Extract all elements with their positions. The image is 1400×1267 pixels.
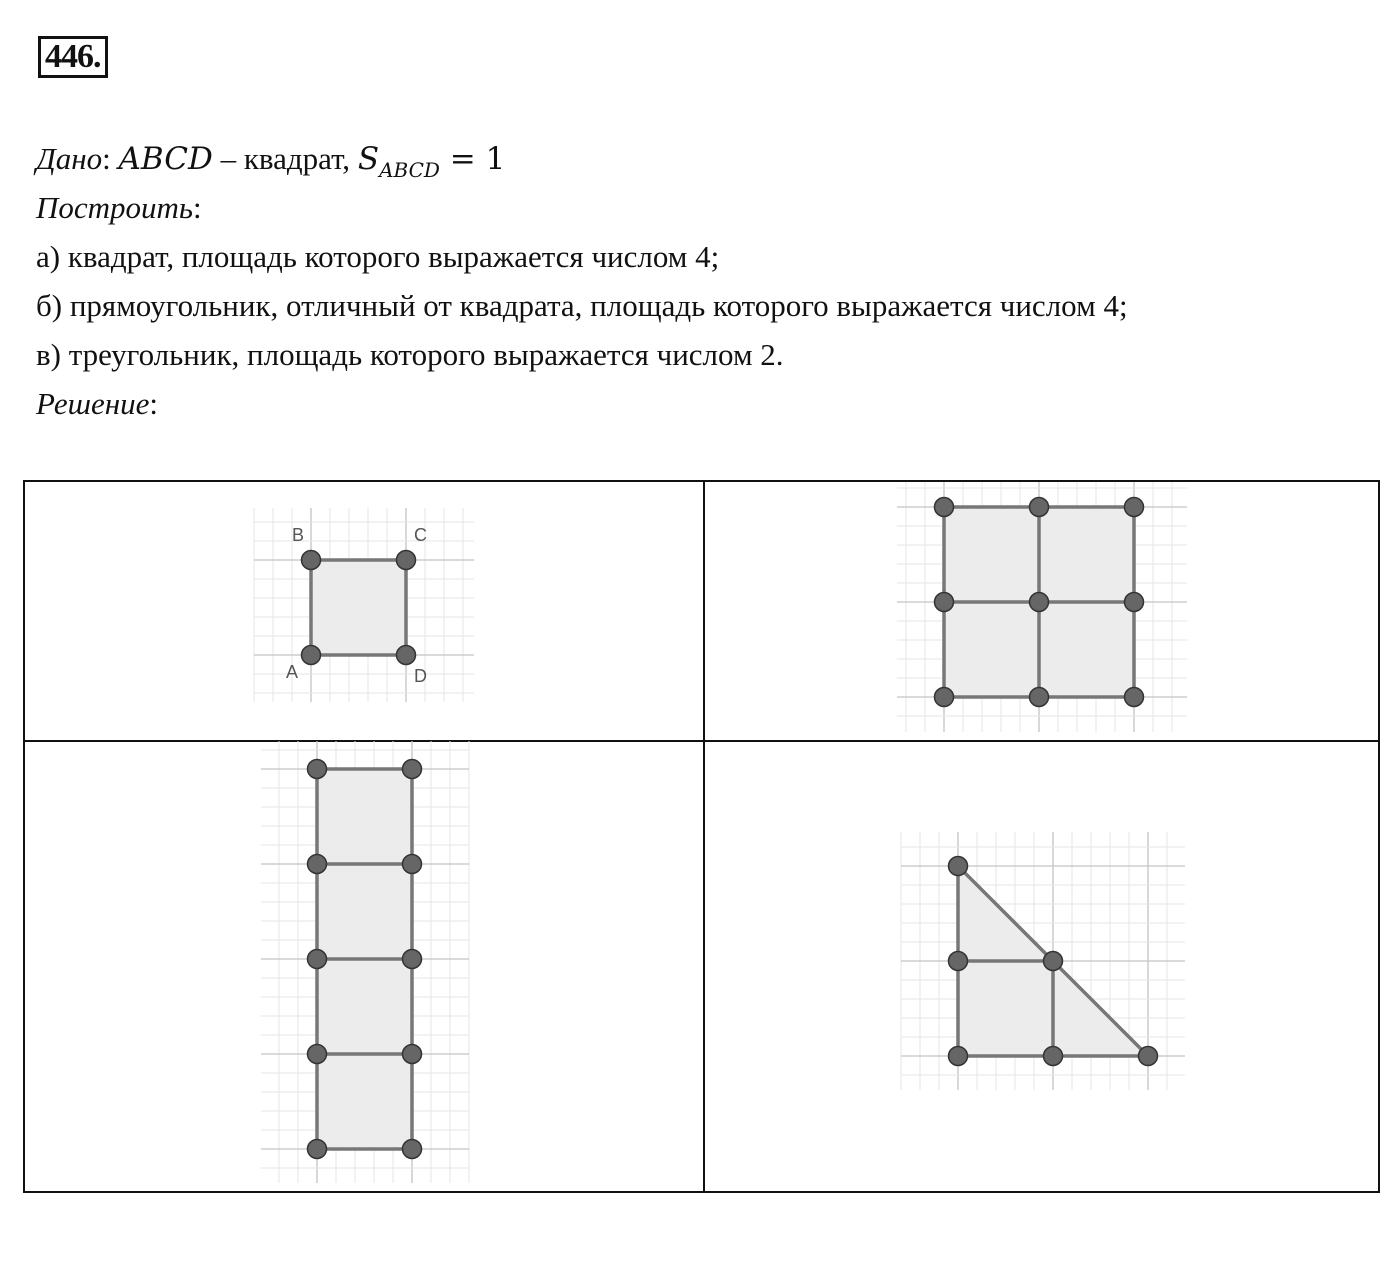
vertex-point: [1030, 593, 1049, 612]
solution-label: Решение: [36, 386, 150, 421]
area-subscript: ABCD: [379, 158, 440, 182]
vertex-point: [1125, 593, 1144, 612]
area-equation: = 1: [439, 141, 506, 177]
vertex-point: [308, 855, 327, 874]
vertex-point: [935, 498, 954, 517]
vertex-point: [935, 688, 954, 707]
vertex-point: [1044, 952, 1063, 971]
triangle-area-2-figure: [901, 832, 1185, 1090]
vertex-point: [308, 760, 327, 779]
table-divider-vertical: [703, 482, 705, 1191]
vertex-point: [308, 1140, 327, 1159]
vertex-point: [1125, 498, 1144, 517]
given-line: Дано: ABCD – квадрат, $S_{ABCD} = 1$: [36, 141, 506, 182]
given-label: Дано: [36, 141, 103, 176]
vertex-point: [935, 593, 954, 612]
vertex-point: [308, 950, 327, 969]
point-label-c: C: [414, 525, 427, 545]
unit-square-figure: [254, 508, 474, 702]
vertex-point: [403, 855, 422, 874]
vertex-point: [403, 1140, 422, 1159]
vertex-point: [308, 1045, 327, 1064]
vertex-point: [1030, 688, 1049, 707]
point-label-b: B: [292, 525, 305, 545]
vertex-point: [302, 646, 321, 665]
vertex-point: [403, 760, 422, 779]
vertex-point: [1139, 1047, 1158, 1066]
shape-fill: [311, 560, 406, 655]
table-divider-horizontal: [25, 740, 1378, 742]
construct-item-b: б) прямоугольник, отличный от квадрата, площадь которого выражается числом 4;: [36, 288, 1128, 323]
vertex-point: [949, 1047, 968, 1066]
solution-line: Решение:: [36, 386, 158, 421]
vertex-point: [403, 1045, 422, 1064]
vertex-point: [1030, 498, 1049, 517]
vertex-point: [397, 646, 416, 665]
vertex-point: [949, 952, 968, 971]
vertex-point: [403, 950, 422, 969]
problem-number: 446.: [38, 36, 108, 78]
construct-item-c: в) треугольник, площадь которого выражается числом 2.: [36, 337, 784, 372]
vertex-point: [397, 551, 416, 570]
square-area-4-figure: [897, 482, 1187, 732]
problem-text: [36, 134, 1376, 428]
construct-line: Построить:: [36, 190, 202, 225]
construct-label: Построить: [36, 190, 194, 225]
vertex-point: [1044, 1047, 1063, 1066]
area-symbol: S: [357, 141, 380, 177]
vertex-point: [302, 551, 321, 570]
point-label-d: D: [414, 666, 427, 686]
rectangle-area-4-figure: [261, 741, 469, 1183]
given-dash-text: – квадрат,: [212, 141, 358, 176]
given-figure: ABCD: [118, 141, 213, 177]
vertex-point: [949, 857, 968, 876]
point-label-a: A: [286, 662, 299, 682]
construct-item-a: а) квадрат, площадь которого выражается числом 4;: [36, 239, 720, 274]
vertex-point: [1125, 688, 1144, 707]
